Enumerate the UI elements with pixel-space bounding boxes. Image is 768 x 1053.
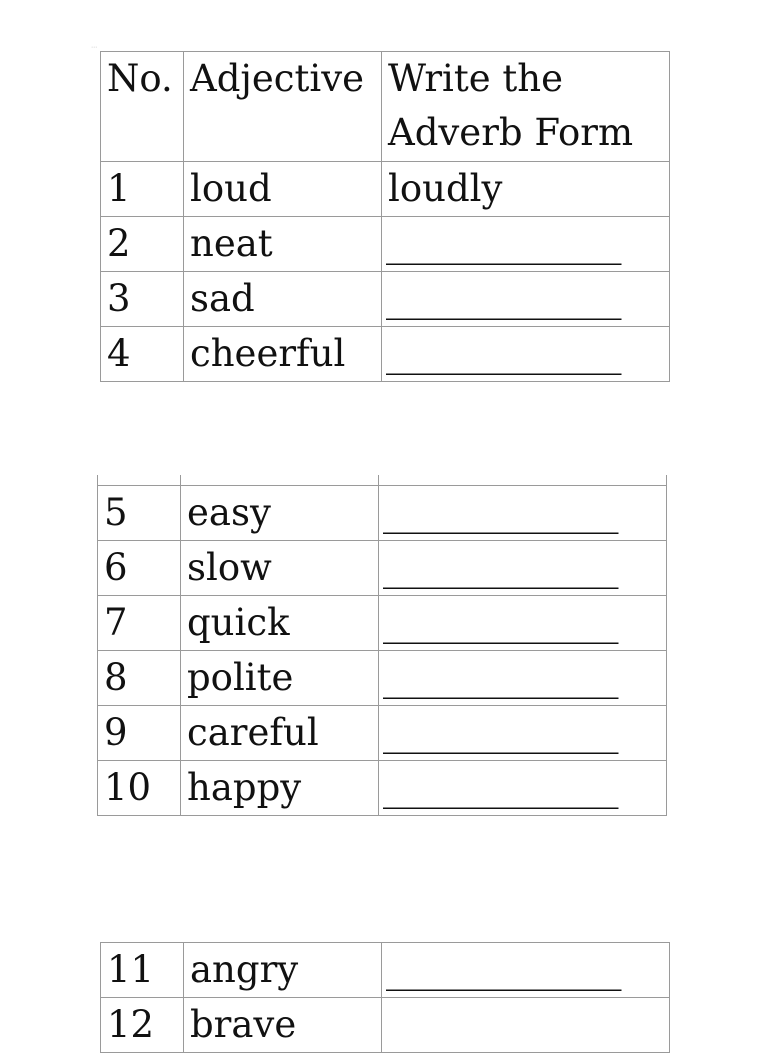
adjective-cell: sad: [184, 272, 382, 327]
row-number: 8: [98, 651, 181, 706]
adjective-cell: quick: [181, 596, 379, 651]
adjective-cell: brave: [184, 998, 382, 1053]
adverb-table-part-1: [100, 51, 670, 402]
table-edge-stub: [666, 475, 667, 485]
row-number: 6: [98, 541, 181, 596]
row-number: 9: [98, 706, 181, 761]
adverb-answer-blank[interactable]: _______________: [382, 272, 670, 327]
adjective-cell: loud: [184, 162, 382, 217]
row-number: 11: [101, 943, 184, 998]
table-row: [101, 217, 670, 272]
row-number: 12: [101, 998, 184, 1053]
row-number: 3: [101, 272, 184, 327]
adjective-cell: careful: [181, 706, 379, 761]
adverb-answer-blank[interactable]: _______________: [382, 217, 670, 272]
adjective-cell: easy: [181, 486, 379, 541]
table-row: [98, 761, 667, 816]
header-no: No.: [101, 52, 184, 162]
adverb-table-part-3: [100, 942, 670, 1053]
row-number: 4: [101, 327, 184, 382]
adjective-cell: happy: [181, 761, 379, 816]
table-row: [101, 272, 670, 327]
adjective-cell: polite: [181, 651, 379, 706]
adverb-answer-blank[interactable]: _______________: [382, 943, 670, 998]
table-edge-stub: [180, 475, 181, 485]
table-edge-stub: [378, 475, 379, 485]
adjective-cell: slow: [181, 541, 379, 596]
row-number: 5: [98, 486, 181, 541]
adverb-answer-blank[interactable]: [382, 998, 670, 1053]
table-row: [98, 596, 667, 651]
page-gap: [90, 382, 690, 482]
adverb-answer-blank[interactable]: _______________: [379, 651, 667, 706]
table-edge-stub: [97, 475, 98, 485]
table-header-row: [101, 52, 670, 162]
adverb-answer-blank[interactable]: _______________: [379, 596, 667, 651]
table-row: [101, 162, 670, 217]
adverb-answer-blank[interactable]: _______________: [379, 706, 667, 761]
row-number: 2: [101, 217, 184, 272]
table-row: [101, 327, 670, 382]
adjective-cell: angry: [184, 943, 382, 998]
adverb-answer-blank[interactable]: _______________: [379, 486, 667, 541]
table-row: [98, 486, 667, 541]
row-number: 7: [98, 596, 181, 651]
adverb-table-part-2: [97, 485, 667, 816]
adverb-answer-blank[interactable]: _______________: [379, 761, 667, 816]
adjective-cell: neat: [184, 217, 382, 272]
header-adjective: Adjective: [184, 52, 382, 162]
table-row: [101, 943, 670, 998]
table-row: [98, 706, 667, 761]
page-mark: ⋯: [91, 44, 97, 51]
table-row: [98, 541, 667, 596]
adjective-cell: cheerful: [184, 327, 382, 382]
row-number: 10: [98, 761, 181, 816]
row-number: 1: [101, 162, 184, 217]
table-row: [101, 998, 670, 1053]
header-adverb-form: Write the Adverb Form: [382, 52, 670, 162]
adverb-answer-blank[interactable]: _______________: [379, 541, 667, 596]
adverb-answer-cell[interactable]: loudly: [382, 162, 670, 217]
adverb-answer-blank[interactable]: _______________: [382, 327, 670, 382]
table-row: [98, 651, 667, 706]
